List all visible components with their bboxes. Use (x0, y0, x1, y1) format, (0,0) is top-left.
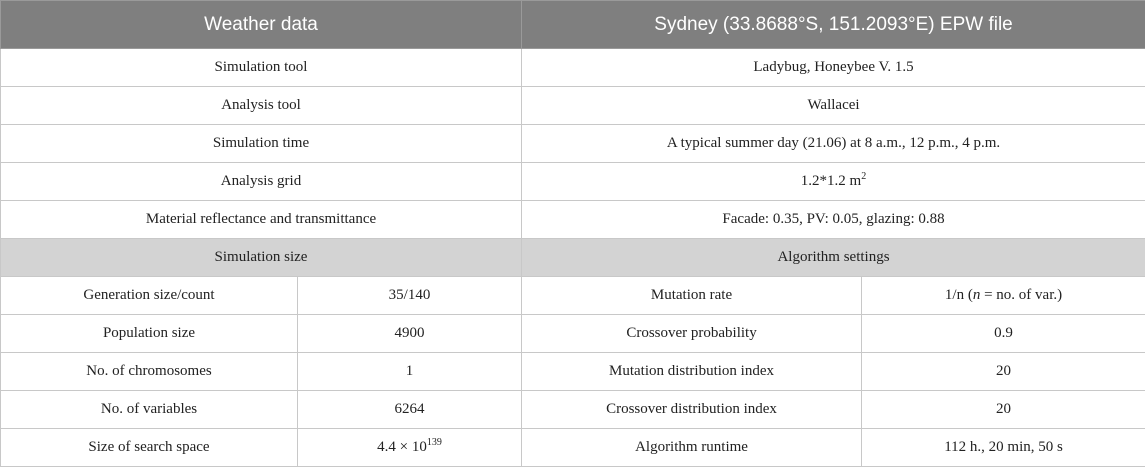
table-row (1, 125, 1145, 163)
row-label: Simulation tool (1, 49, 522, 87)
row-label: Material reflectance and transmittance (1, 201, 522, 239)
table-row (1, 353, 1145, 391)
row-label: No. of chromosomes (1, 353, 298, 391)
row-label: Mutation distribution index (522, 353, 862, 391)
row-label: Generation size/count (1, 277, 298, 315)
row-label: Population size (1, 315, 298, 353)
epw-file-header: Sydney (33.8688°S, 151.2093°E) EPW file (522, 1, 1145, 49)
row-value (862, 277, 1145, 315)
superscript: 2 (861, 171, 867, 182)
value-text: 1/n ( (944, 287, 973, 303)
weather-data-header: Weather data (1, 1, 522, 49)
row-value: 20 (862, 391, 1145, 429)
row-value: 1 (298, 353, 522, 391)
value-text: 4.4 × 10 (377, 439, 427, 455)
row-label: Analysis grid (1, 163, 522, 201)
row-value: 6264 (298, 391, 522, 429)
table-row (1, 49, 1145, 87)
table-row (1, 315, 1145, 353)
row-value: 0.9 (862, 315, 1145, 353)
simulation-size-header: Simulation size (1, 239, 522, 277)
table-row (1, 277, 1145, 315)
row-label: Simulation time (1, 125, 522, 163)
table-row (1, 87, 1145, 125)
row-value: A typical summer day (21.06) at 8 a.m., 12 p.m., 4 p.m. (522, 125, 1145, 163)
row-value: 112 h., 20 min, 50 s (862, 429, 1145, 467)
table-row (1, 429, 1145, 467)
row-label: Size of search space (1, 429, 298, 467)
row-value: Wallacei (522, 87, 1145, 125)
table-row (1, 201, 1145, 239)
table-header-row (1, 1, 1145, 49)
italic-variable: n (972, 287, 981, 303)
algorithm-settings-header: Algorithm settings (522, 239, 1145, 277)
row-value: 4900 (298, 315, 522, 353)
row-value: Facade: 0.35, PV: 0.05, glazing: 0.88 (522, 201, 1145, 239)
row-label: Mutation rate (522, 277, 862, 315)
section-header-row (1, 239, 1145, 277)
table-row (1, 391, 1145, 429)
row-label: No. of variables (1, 391, 298, 429)
row-value (298, 429, 522, 467)
row-value: 35/140 (298, 277, 522, 315)
row-label: Crossover distribution index (522, 391, 862, 429)
row-value: Ladybug, Honeybee V. 1.5 (522, 49, 1145, 87)
row-label: Algorithm runtime (522, 429, 862, 467)
row-value (522, 163, 1145, 201)
superscript: 139 (426, 437, 442, 448)
row-label: Analysis tool (1, 87, 522, 125)
value-text: = no. of var.) (980, 287, 1063, 303)
row-value: 20 (862, 353, 1145, 391)
value-text: 1.2*1.2 m (800, 173, 862, 189)
table-row (1, 163, 1145, 201)
row-label: Crossover probability (522, 315, 862, 353)
